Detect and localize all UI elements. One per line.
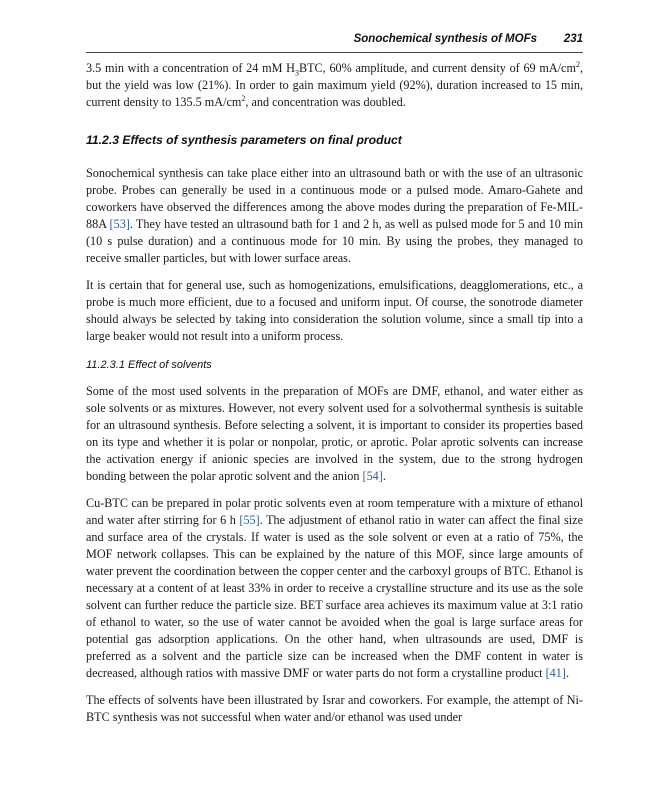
page-number: 231 [563, 33, 583, 45]
subsection-heading: 11.2.3.1 Effect of solvents [86, 359, 212, 371]
paragraph-solvents: Some of the most used solvents in the preparation of MOFs are DMF, ethanol, and water either as sole solvents or as mixtures. However, not every solvent used for a solvothermal synthesis is suitable for an ultrasound synthesis. Before selecting a solvent, it is important to consider its properties based on its type and whether it is polar or nonpolar, protic, or aprotic. Polar aprotic solvents can increase the activation energy if anionic species are involved in the system, due to the strong hydrogen bonding between the polar aprotic solvent and the anion [54]. [86, 384, 583, 483]
section-heading: 11.2.3 Effects of synthesis parameters on final product [86, 133, 402, 147]
citation-link[interactable]: [54] [362, 469, 383, 483]
paragraph-probe-efficiency: It is certain that for general use, such as homogenizations, emulsifications, deagglomerations, etc., a probe is much more efficient, due to a focused and uniform input. Of course, the sonotrode diameter should always be selected by taking into consideration the solution volume, since a small tip into a large beaker would not result into a uniform process. [86, 278, 583, 343]
running-title: Sonochemical synthesis of MOFs [353, 33, 537, 45]
citation-link[interactable]: [53] [109, 217, 130, 231]
page-header [86, 30, 583, 53]
page-body [86, 60, 583, 726]
paragraph-cu-btc: Cu-BTC can be prepared in polar protic solvents even at room temperature with a mixture of ethanol and water after stirring for 6 h [55]. The adjustment of ethanol ratio in water can affect the final size and surface area of the crystals. If water is used as the sole solvent or even at a ratio of 75%, the MOF network collapses. This can be explained by the nature of this MOF, since large amounts of water prevent the coordination between the copper center and the carboxyl groups of BTC. Ethanol is necessary at a content of at least 33% in order to receive a crystalline structure and its use as the sole solvent can further reduce the particle size. BET surface area achieves its maximum value at 3:1 ratio of ethanol to water, so the use of water cannot be avoided when the goal is large surface areas for potential gas adsorption applications. On the other hand, when ultrasounds are used, DMF is preferred as a solvent and the particle size can be increased when the DMF content in water is decreased, although ratios with massive DMF or water parts do not form a crystalline product [41]. [86, 496, 583, 680]
citation-link[interactable]: [41] [545, 666, 566, 680]
paragraph-sonication-modes: Sonochemical synthesis can take place either into an ultrasound bath or with the use of an ultrasonic probe. Probes can generally be used in a continuous mode or a pulsed mode. Amaro-Gahete and coworkers have observed the differences among the above modes during the preparation of Fe-MIL-88A [53]. They have tested an ultrasound bath for 1 and 2 h, as well as pulsed mode for 5 and 10 min (10 s pulse duration) and a continuous mode for 10 min. By using the probes, they managed to receive smaller particles, but with lower surface areas. [86, 166, 584, 265]
citation-link[interactable]: [55] [239, 513, 260, 527]
paragraph-continued: 3.5 min with a concentration of 24 mM $H_3BTC$, 60% amplitude, and current density of 69 $mA/cm^2$, but the yield was low (21%). In order to gain maximum yield (92%), duration increased to 15 min, current density to 135.5 $mA/cm^2$, and concentration was doubled. [86, 59, 583, 109]
paragraph-israr: The effects of solvents have been illustrated by Israr and coworkers. For example, the attempt of Ni-BTC synthesis was not successful when water and/or ethanol was used under [86, 693, 583, 724]
